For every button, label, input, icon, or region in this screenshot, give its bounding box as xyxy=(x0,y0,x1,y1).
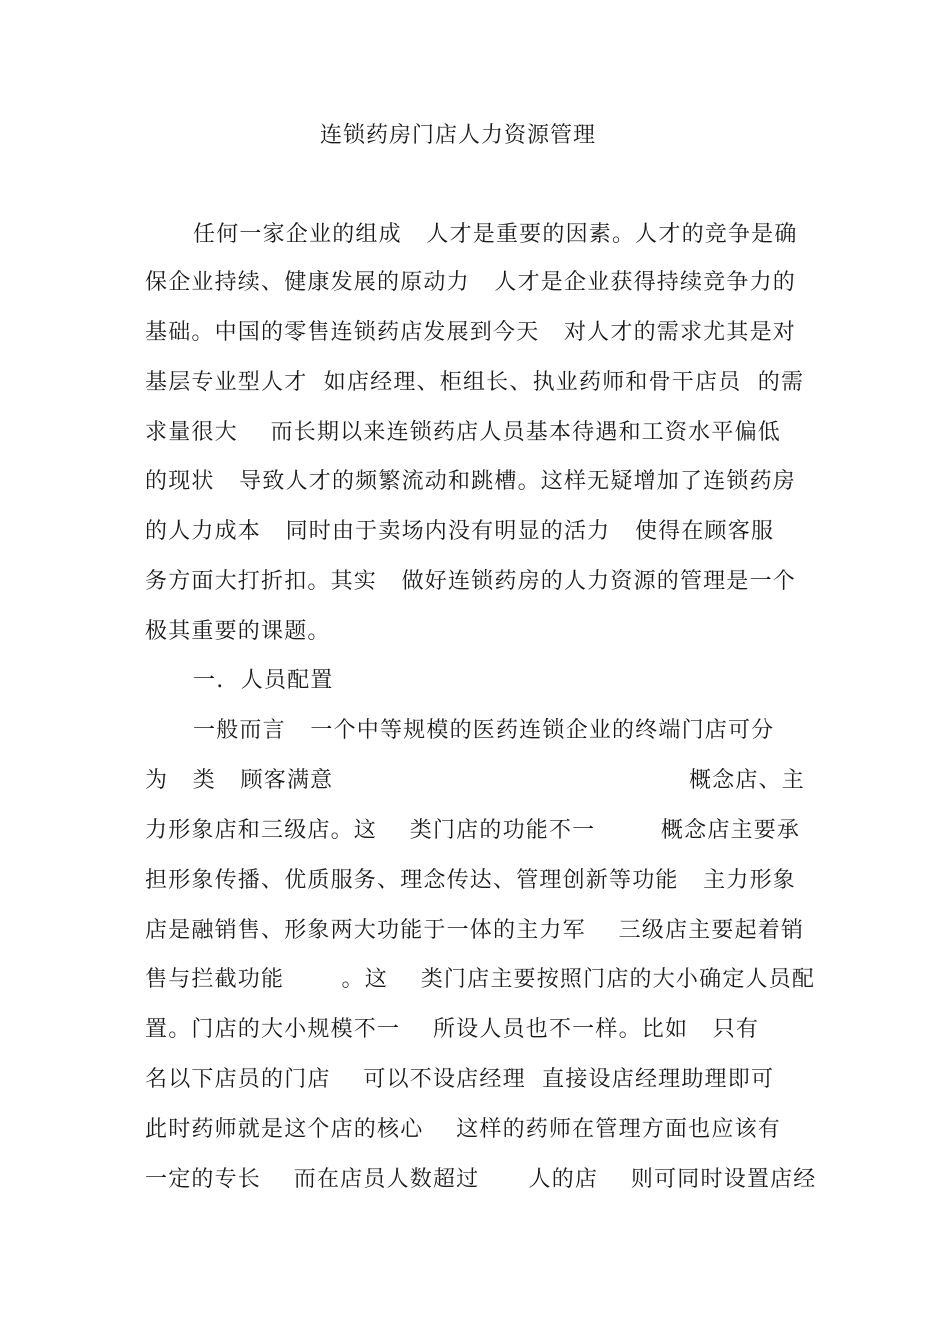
paragraph-line: 店是融销售、形象两大功能于一体的主力军 三级店主要起着销 xyxy=(145,918,805,943)
paragraph-line: 基层专业型人才 如店经理、柜组长、执业药师和骨干店员 的需 xyxy=(145,370,805,395)
paragraph-line: 保企业持续、健康发展的原动力 人才是企业获得持续竞争力的 xyxy=(145,270,796,295)
section-heading: 一. 人员配置 xyxy=(193,668,334,693)
paragraph-line: 置。门店的大小规模不一 所设人员也不一样。比如 只有 xyxy=(145,1017,760,1042)
paragraph-line: 的现状 导致人才的频繁流动和跳槽。这样无疑增加了连锁药房 xyxy=(145,469,796,494)
document-title: 连锁药房门店人力资源管理 xyxy=(319,123,596,148)
paragraph-line: 售与拦截功能 。这 类门店主要按照门店的大小确定人员配 xyxy=(145,967,816,992)
paragraph-line: 基础。中国的零售连锁药店发展到今天 对人才的需求尤其是对 xyxy=(145,320,796,345)
paragraph-line-fragment: 概念店、主 xyxy=(688,768,805,793)
paragraph-line: 名以下店员的门店 可以不设店经理 直接设店经理助理即可 xyxy=(145,1067,775,1092)
paragraph-line: 极其重要的课题。 xyxy=(145,619,331,644)
paragraph-line: 担形象传播、优质服务、理念传达、管理创新等功能 主力形象 xyxy=(145,868,796,893)
paragraph-line: 一定的专长 而在店员人数超过 人的店 则可同时设置店经 xyxy=(145,1167,817,1192)
paragraph-line: 的人力成本 同时由于卖场内没有明显的活力 使得在顾客服 xyxy=(145,519,775,544)
paragraph-line: 为 类 顾客满意 xyxy=(145,768,334,793)
paragraph-line: 任何一家企业的组成 人才是重要的因素。人才的竞争是确 xyxy=(193,222,798,247)
paragraph-line: 一般而言 一个中等规模的医药连锁企业的终端门店可分 xyxy=(193,718,775,743)
paragraph-line: 力形象店和三级店。这 类门店的功能不一 概念店主要承 xyxy=(145,818,801,843)
paragraph-line: 此时药师就是这个店的核心 这样的药师在管理方面也应该有 xyxy=(145,1117,781,1142)
paragraph-line: 务方面大打折扣。其实 做好连锁药房的人力资源的管理是一个 xyxy=(145,569,796,594)
paragraph-line: 求量很大 而长期以来连锁药店人员基本待遇和工资水平偏低 xyxy=(145,420,781,445)
